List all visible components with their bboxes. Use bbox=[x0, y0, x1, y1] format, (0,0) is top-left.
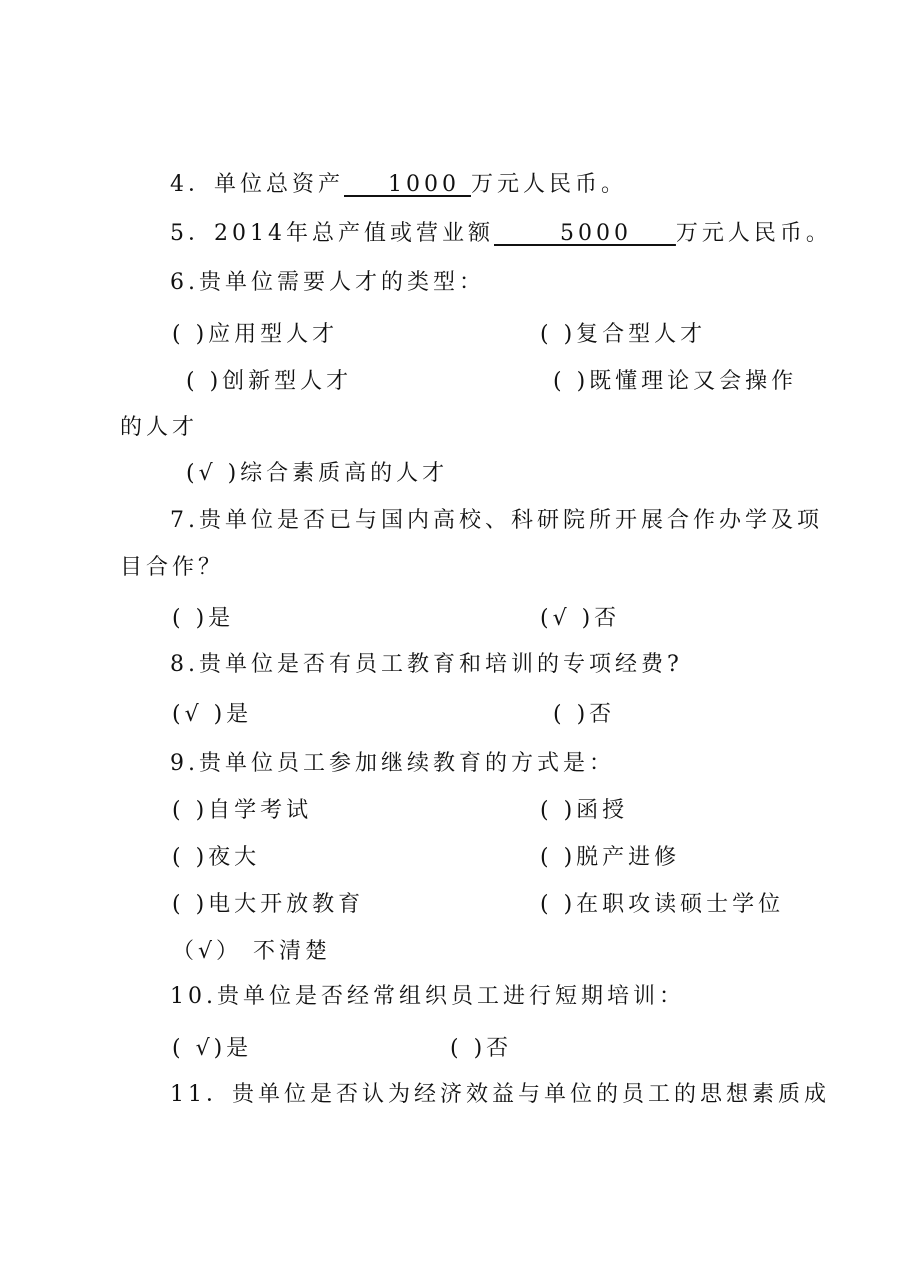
q4-total-assets-value: 1000 bbox=[344, 172, 471, 197]
q4-prefix: 4．单位总资产 bbox=[170, 172, 344, 197]
q9-option-night-school[interactable]: ( )夜大 bbox=[172, 845, 261, 870]
q11-title: 11．贵单位是否认为经济效益与单位的员工的思想素质成 bbox=[170, 1082, 830, 1107]
q7-title-line1: 7.贵单位是否已与国内高校、科研院所开展合作办学及项 bbox=[170, 508, 823, 533]
q9-option-unclear[interactable]: （√） 不清楚 bbox=[172, 939, 332, 964]
q6-option-composite[interactable]: ( )复合型人才 bbox=[540, 322, 707, 347]
q10-option-yes[interactable]: ( √)是 bbox=[172, 1036, 253, 1061]
q9-title: 9.贵单位员工参加继续教育的方式是： bbox=[170, 751, 615, 776]
q4-suffix: 万元人民币。 bbox=[470, 172, 627, 197]
q5-output-value: 5000 bbox=[494, 221, 676, 246]
q9-option-self-study[interactable]: ( )自学考试 bbox=[172, 798, 313, 823]
q8-option-no[interactable]: ( )否 bbox=[553, 702, 616, 727]
q5-prefix: 5．2014年总产值或营业额 bbox=[170, 221, 494, 246]
q5-line bbox=[170, 219, 832, 249]
q6-title: 6.贵单位需要人才的类型： bbox=[170, 270, 485, 295]
q9-option-open-university[interactable]: ( )电大开放教育 bbox=[172, 892, 365, 917]
q9-option-part-time-master[interactable]: ( )在职攻读硕士学位 bbox=[540, 892, 785, 917]
q7-option-no[interactable]: (√ )否 bbox=[540, 606, 621, 631]
q6-option-theory-practice[interactable]: ( )既懂理论又会操作 bbox=[553, 369, 798, 394]
q9-option-correspondence[interactable]: ( )函授 bbox=[540, 798, 629, 823]
q7-option-yes[interactable]: ( )是 bbox=[172, 606, 235, 631]
q10-option-no[interactable]: ( )否 bbox=[450, 1036, 513, 1061]
q10-title: 10.贵单位是否经常组织员工进行短期培训： bbox=[170, 984, 685, 1009]
q6-option-applied[interactable]: ( )应用型人才 bbox=[172, 322, 339, 347]
q4-line bbox=[170, 170, 627, 200]
q6-option-theory-practice-cont: 的人才 bbox=[120, 415, 199, 440]
q5-suffix: 万元人民币。 bbox=[675, 221, 832, 246]
q7-title-line2: 目合作？ bbox=[120, 555, 225, 580]
q6-option-overall-quality[interactable]: (√ )综合素质高的人才 bbox=[186, 461, 449, 486]
q8-option-yes[interactable]: (√ )是 bbox=[172, 702, 253, 727]
q6-option-innovative[interactable]: ( )创新型人才 bbox=[186, 369, 353, 394]
q8-title: 8.贵单位是否有员工教育和培训的专项经费? bbox=[170, 652, 683, 677]
q9-option-full-time-study[interactable]: ( )脱产进修 bbox=[540, 845, 681, 870]
